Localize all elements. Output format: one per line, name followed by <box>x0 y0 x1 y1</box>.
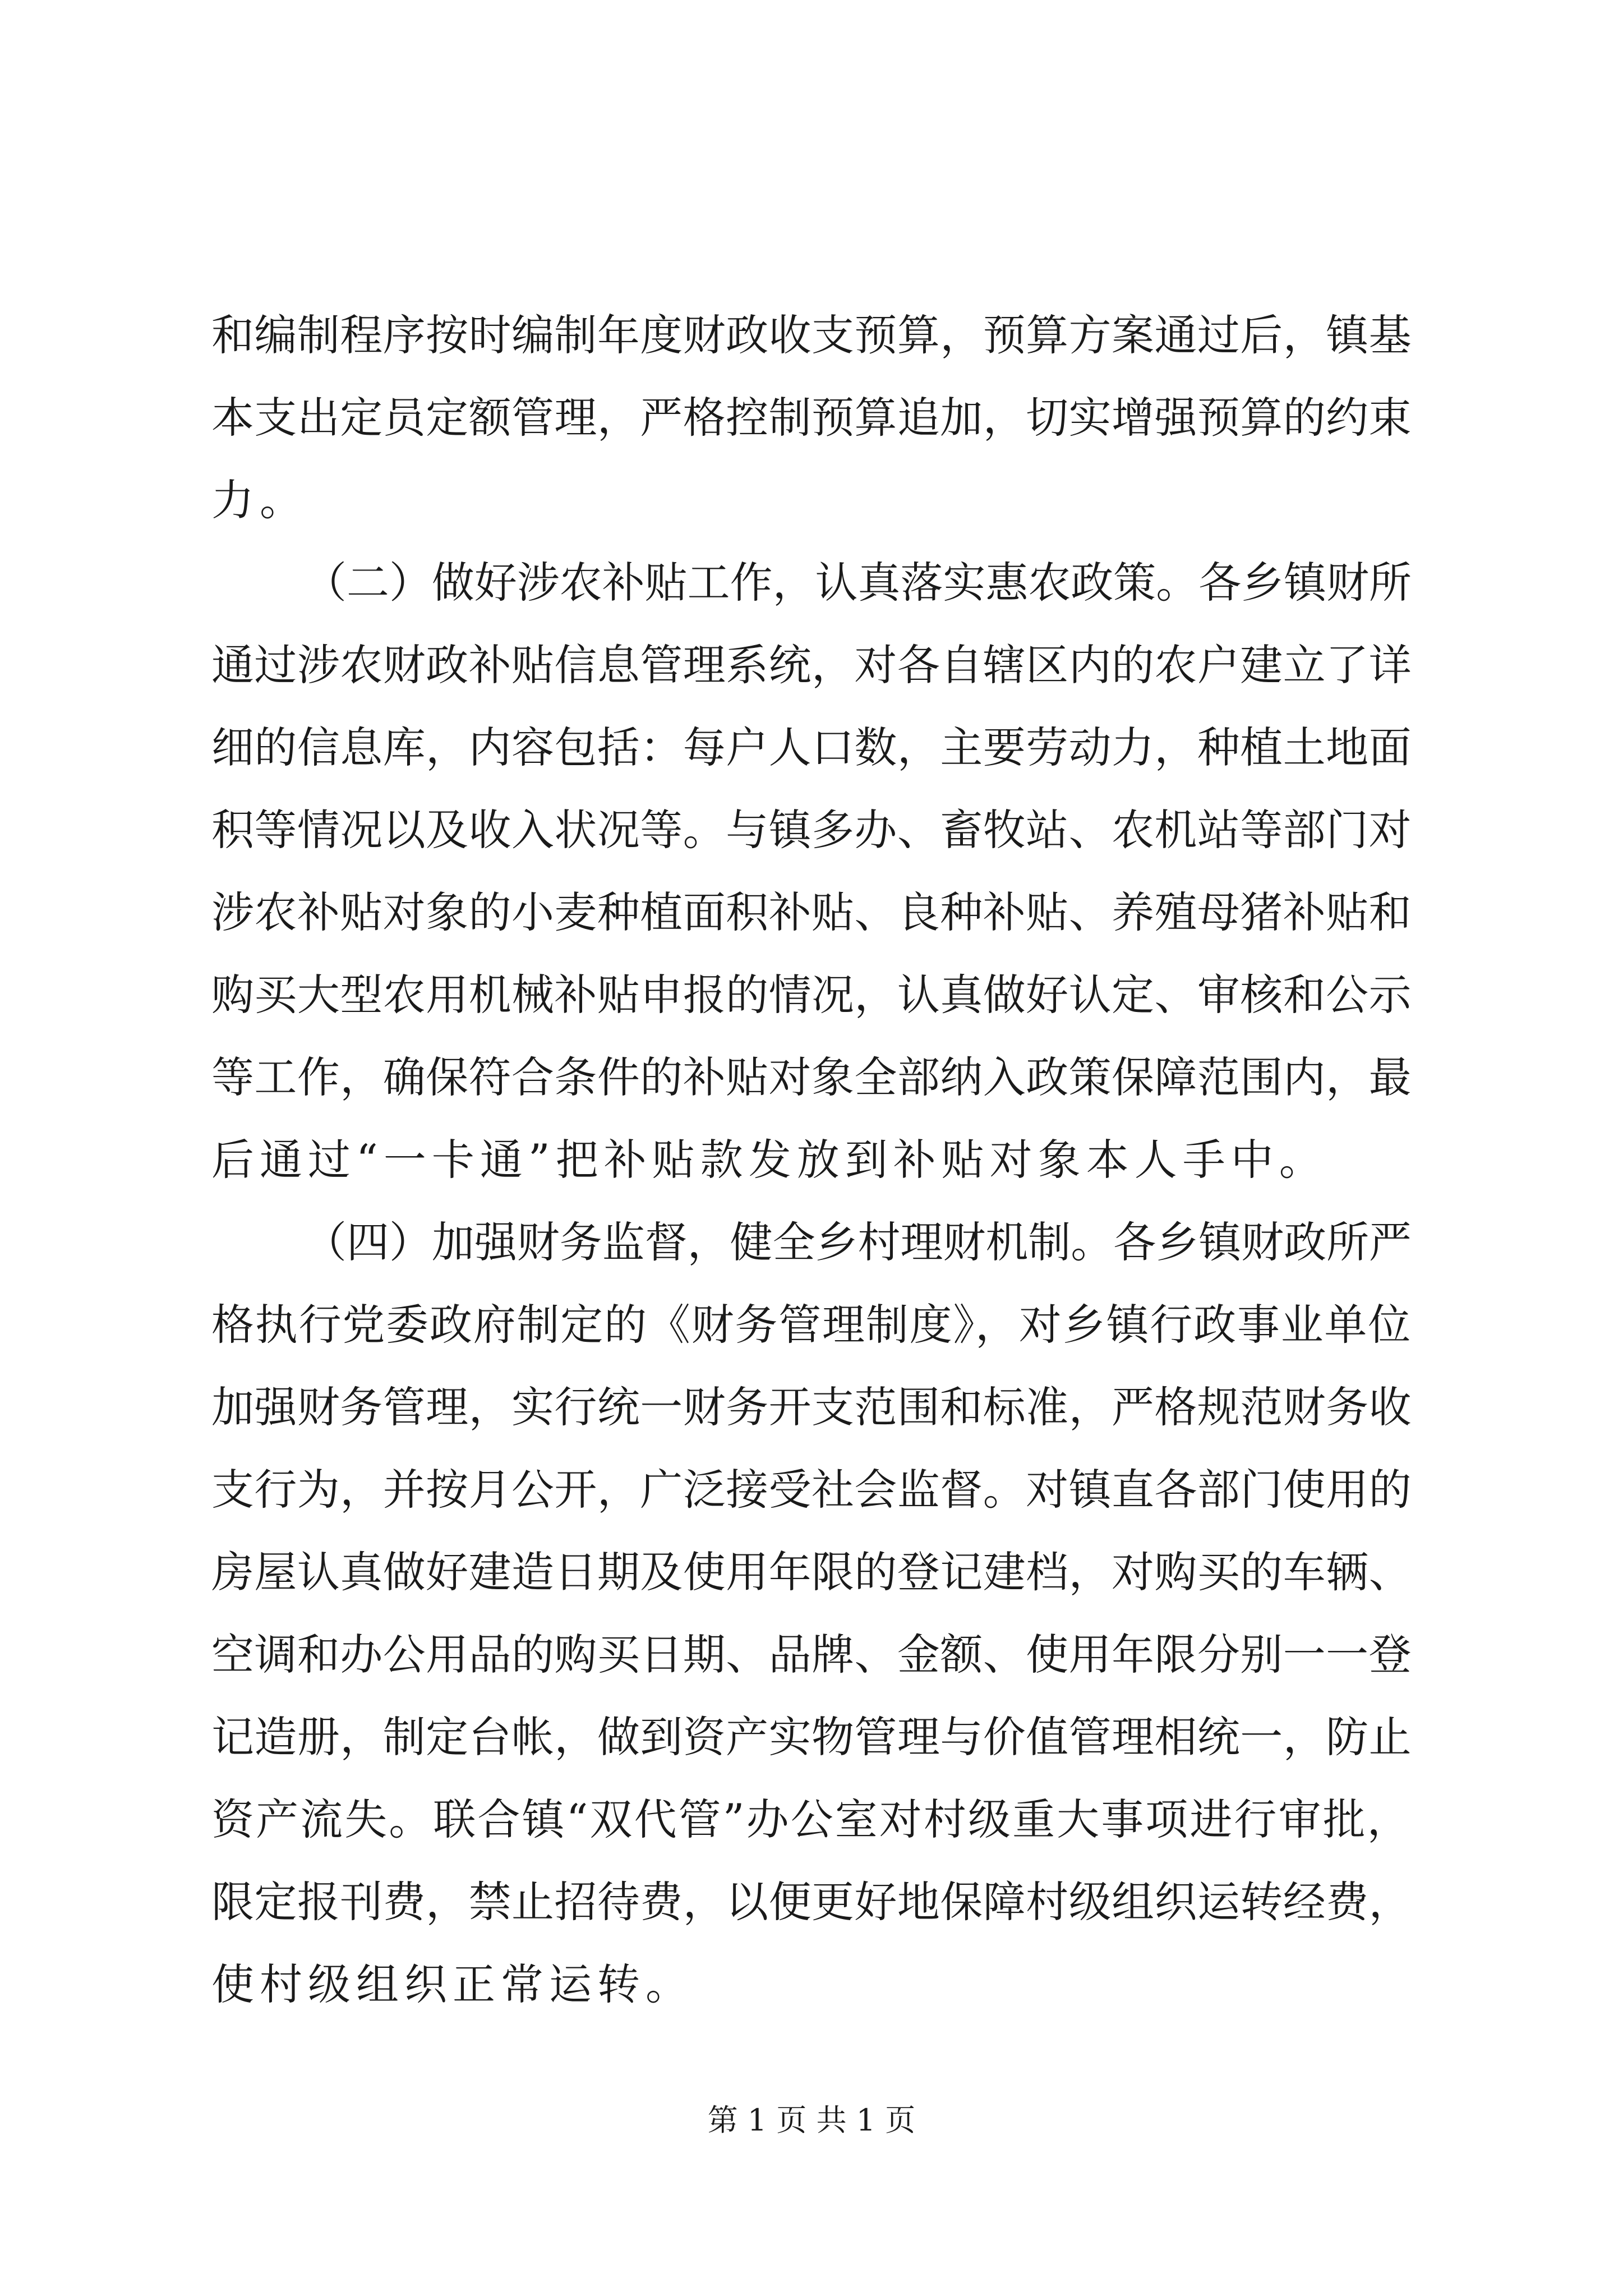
paragraph-line: 涉农补贴对象的小麦种植面积补贴、良种补贴、养殖母猪补贴和 <box>211 887 1412 937</box>
paragraph-line: 本支出定员定额管理，严格控制预算追加，切实增强预算的约束 <box>211 393 1412 443</box>
paragraph-line: （二）做好涉农补贴工作，认真落实惠农政策。各乡镇财所 <box>304 558 1412 608</box>
paragraph-line: 格执行党委政府制定的《财务管理制度》，对乡镇行政事业单位 <box>211 1300 1412 1350</box>
paragraph-line: 记造册，制定台帐，做到资产实物管理与价值管理相统一，防止 <box>211 1712 1412 1762</box>
paragraph-line: 资产流失。联合镇“双代管”办公室对村级重大事项进行审批， <box>211 1795 1412 1844</box>
paragraph-line: 通过涉农财政补贴信息管理系统，对各自辖区内的农户建立了详 <box>211 640 1412 690</box>
paragraph-line: 空调和办公用品的购买日期、品牌、金额、使用年限分别一一登 <box>211 1630 1412 1680</box>
paragraph-line: 后通过“一卡通”把补贴款发放到补贴对象本人手中。 <box>211 1135 1327 1185</box>
paragraph-line: 力。 <box>211 475 308 525</box>
paragraph-line: 积等情况以及收入状况等。与镇多办、畜牧站、农机站等部门对 <box>211 805 1412 855</box>
paragraph-line: 等工作，确保符合条件的补贴对象全部纳入政策保障范围内，最 <box>211 1052 1412 1102</box>
paragraph-line: （四）加强财务监督，健全乡村理财机制。各乡镇财政所严 <box>304 1217 1412 1267</box>
paragraph-line: 细的信息库，内容包括：每户人口数，主要劳动力，种植土地面 <box>211 723 1412 772</box>
paragraph-line: 使村级组织正常运转。 <box>211 1959 694 2009</box>
paragraph-line: 支行为，并按月公开，广泛接受社会监督。对镇直各部门使用的 <box>211 1465 1412 1515</box>
paragraph-line: 限定报刊费，禁止招待费，以便更好地保障村级组织运转经费， <box>211 1877 1412 1927</box>
page-footer: 第 1 页 共 1 页 <box>707 2102 916 2138</box>
paragraph-line: 和编制程序按时编制年度财政收支预算，预算方案通过后，镇基 <box>211 310 1412 360</box>
paragraph-line: 加强财务管理，实行统一财务开支范围和标准，严格规范财务收 <box>211 1382 1412 1432</box>
paragraph-line: 购买大型农用机械补贴申报的情况，认真做好认定、审核和公示 <box>211 970 1412 1020</box>
paragraph-line: 房屋认真做好建造日期及使用年限的登记建档，对购买的车辆、 <box>211 1547 1412 1597</box>
